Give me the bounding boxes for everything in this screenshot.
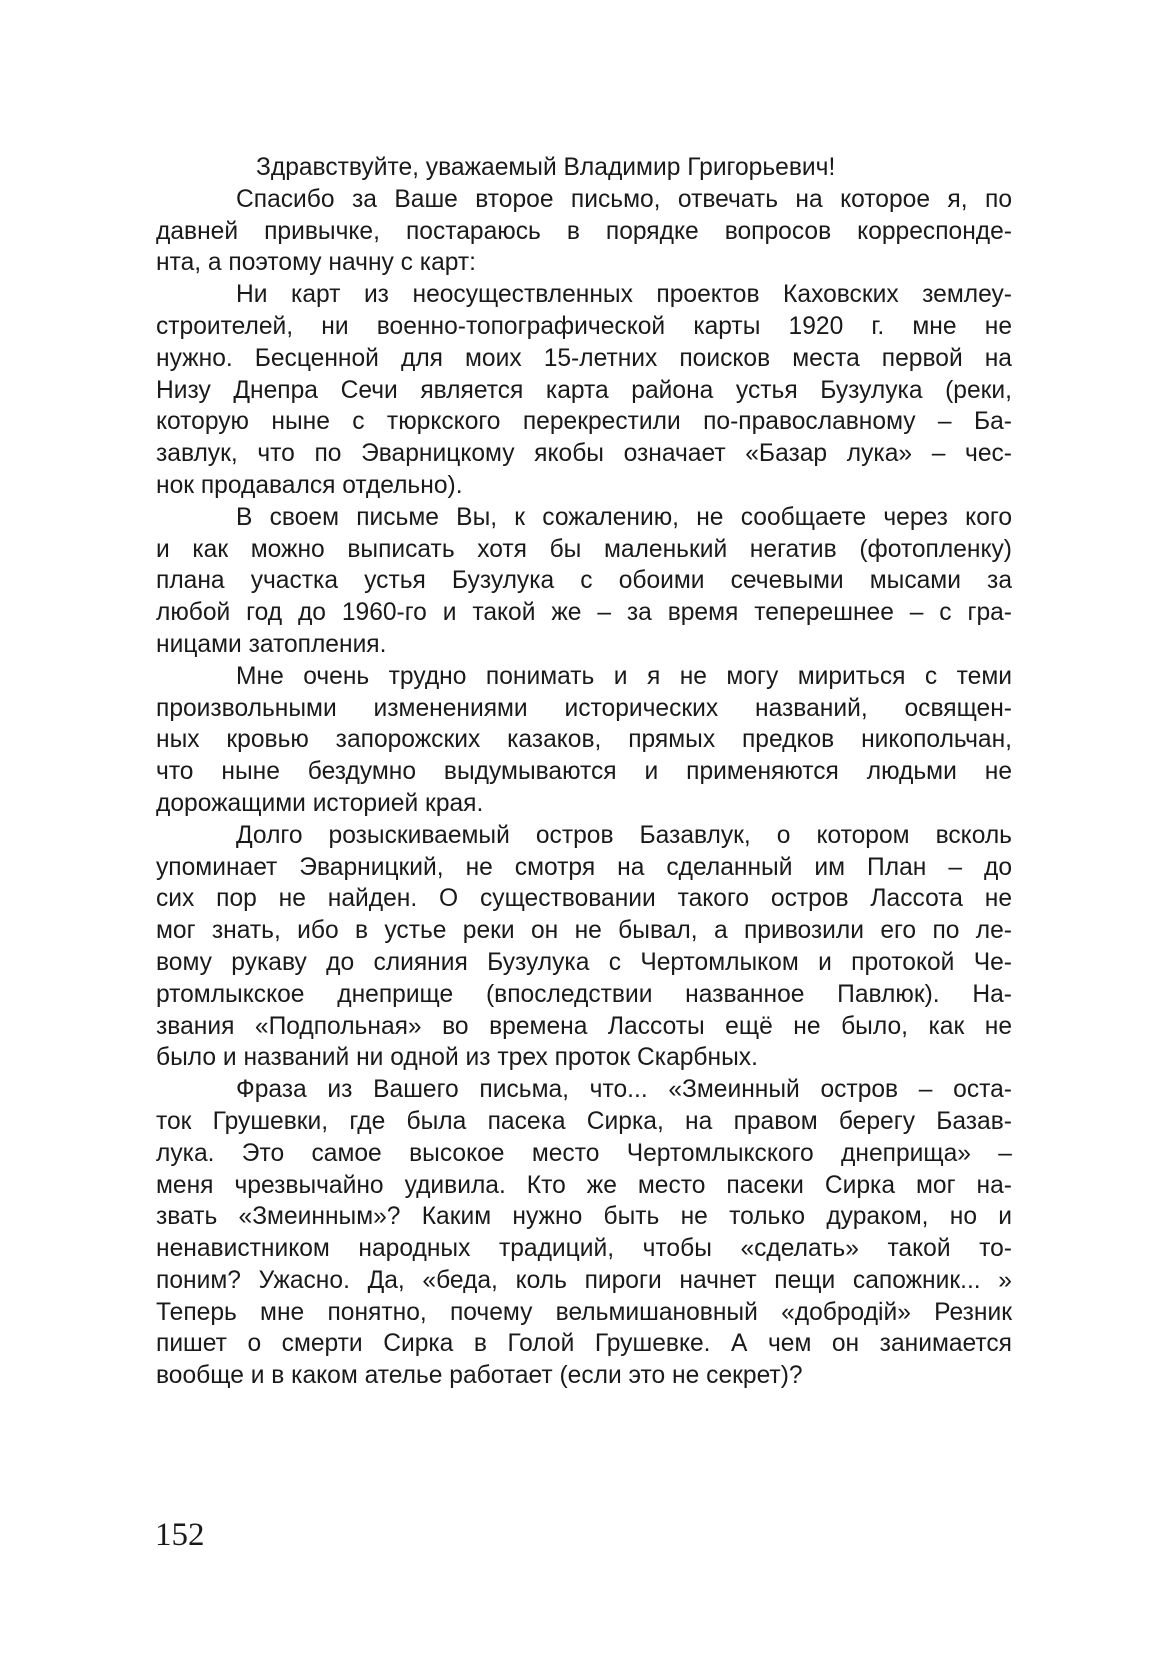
text-line: упоминает Эварницкий, не смотря на сделанный им План – до — [156, 853, 1012, 881]
text-line: было и названий ни одной из трех проток Скарбных. — [156, 1044, 758, 1072]
text-line: Низу Днепра Сечи является карта района устья Бузулука (реки, — [156, 376, 1012, 404]
text-line: строителей, ни военно-топографической карты 1920 г. мне не — [156, 312, 1012, 340]
text-line: сих пор не найден. О существовании такого остров Лассота не — [156, 885, 1012, 913]
text-line: Ни карт из неосуществленных проектов Каховских землеу- — [236, 281, 1012, 309]
text-line: ненавистником народных традиций, чтобы «сделать» такой то- — [156, 1235, 1012, 1263]
text-line: Долго розыскиваемый остров Базавлук, о котором всколь — [236, 821, 1012, 849]
text-line: которую ныне с тюркского перекрестили по-православному – Ба- — [156, 408, 1012, 436]
text-line: Мне очень трудно понимать и я не могу мириться с теми — [236, 662, 1012, 690]
text-line: ток Грушевки, где была пасека Сирка, на правом берегу Базав- — [156, 1107, 1012, 1135]
text-line: Теперь мне понятно, почему вельмишановный «добродій» Резник — [156, 1298, 1012, 1326]
letter-body — [156, 152, 1012, 1392]
text-line: вому рукаву до слияния Бузулука с Чертомлыком и протокой Че- — [156, 948, 1012, 976]
text-line: звания «Подпольная» во времена Лассоты ещё не было, как не — [156, 1012, 1012, 1040]
text-line: меня чрезвычайно удивила. Кто же место пасеки Сирка мог на- — [156, 1171, 1012, 1199]
text-line: Здравствуйте, уважаемый Владимир Григорьевич! — [256, 154, 836, 181]
text-line: что ныне бездумно выдумываются и применяются людьми не — [156, 758, 1012, 786]
text-line: звать «Змеинным»? Каким нужно быть не только дураком, но и — [156, 1203, 1012, 1231]
text-line: и как можно выписать хотя бы маленький негатив (фотопленку) — [156, 535, 1012, 563]
text-line: нужно. Бесценной для моих 15-летних поисков места первой на — [156, 344, 1012, 372]
text-line: В своем письме Вы, к сожалению, не сообщаете через кого — [236, 503, 1012, 531]
text-line: нта, а поэтому начну с карт: — [156, 249, 476, 277]
text-line: Спасибо за Ваше второе письмо, отвечать на которое я, по — [236, 185, 1012, 213]
text-line: ных кровью запорожских казаков, прямых предков никопольчан, — [156, 726, 1012, 754]
text-line: ницами затопления. — [156, 630, 387, 658]
text-line: вообще и в каком ателье работает (если это не секрет)? — [156, 1362, 803, 1390]
page-number: 152 — [155, 1517, 205, 1553]
text-line: завлук, что по Эварницкому якобы означает «Базар лука» – чес- — [156, 440, 1012, 468]
text-line: давней привычке, постараюсь в порядке вопросов корреспонде- — [156, 217, 1012, 245]
text-line: мог знать, ибо в устье реки он не бывал, а привозили его по ле- — [156, 917, 1012, 945]
text-line: лука. Это самое высокое место Чертомлыкского днеприща» – — [156, 1139, 1012, 1167]
text-line: ртомлыкское днеприще (впоследствии названное Павлюк). На- — [156, 980, 1012, 1008]
text-line: Фраза из Вашего письма, что... «Змеинный остров – оста- — [236, 1076, 1012, 1104]
text-line: плана участка устья Бузулука с обоими сечевыми мысами за — [156, 567, 1012, 595]
text-line: пишет о смерти Сирка в Голой Грушевке. А чем он занимается — [156, 1330, 1012, 1358]
text-line: любой год до 1960-го и такой же – за время теперешнее – с гра- — [156, 599, 1012, 627]
text-line: дорожащими историей края. — [156, 789, 484, 817]
text-line: нок продавался отдельно). — [156, 471, 463, 499]
text-line: поним? Ужасно. Да, «беда, коль пироги начнет пещи сапожник... » — [156, 1266, 1012, 1294]
text-line: произвольными изменениями исторических названий, освящен- — [156, 694, 1012, 722]
